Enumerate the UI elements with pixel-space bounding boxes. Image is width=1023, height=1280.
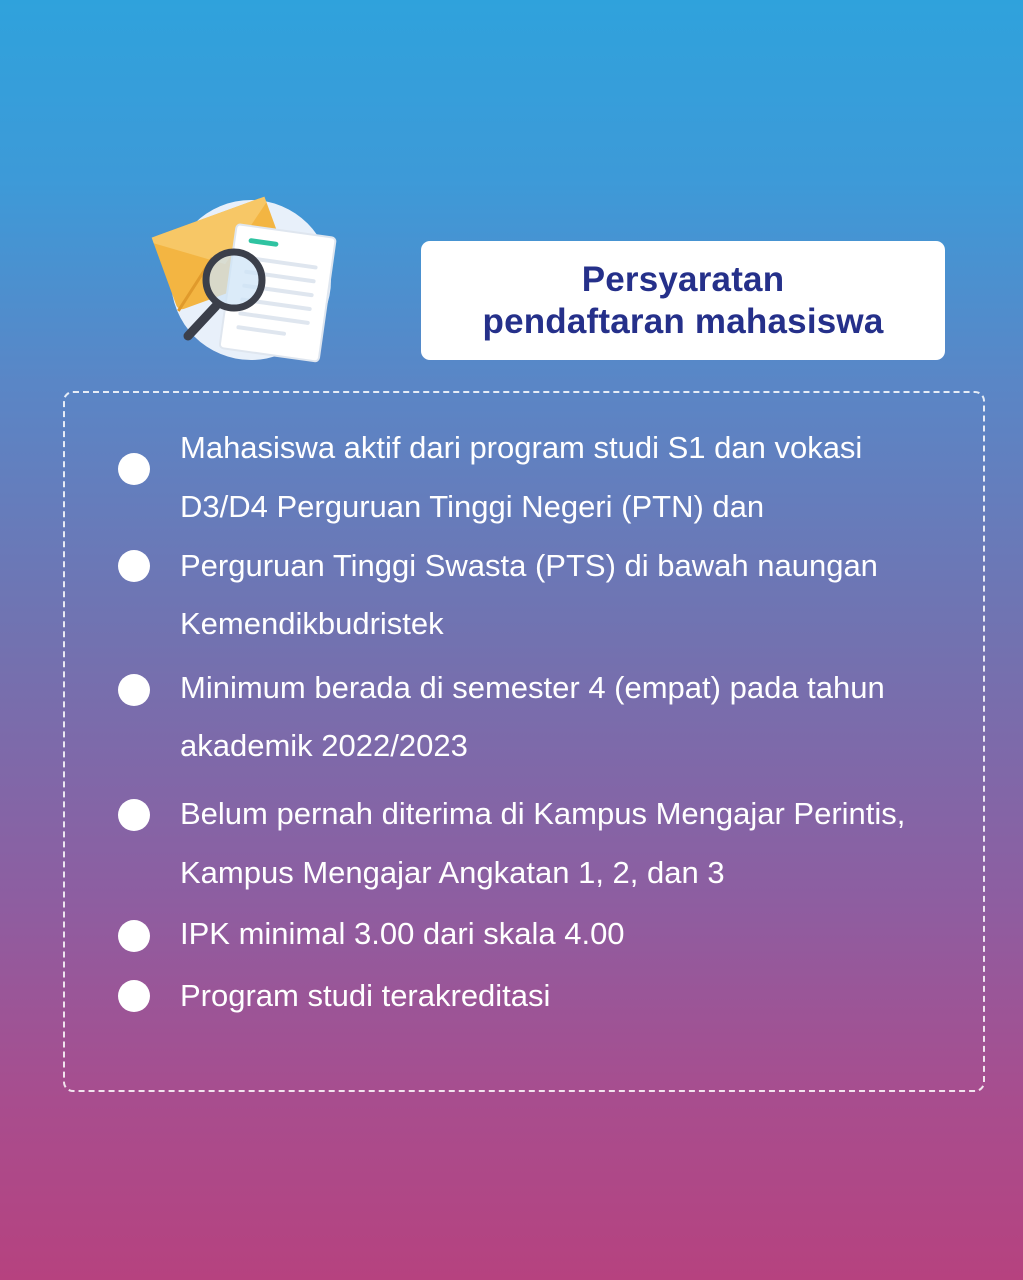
bullet-icon (118, 453, 150, 485)
requirement-text-line: Kampus Mengajar Angkatan 1, 2, dan 3 (180, 855, 725, 890)
requirement-text-line: D3/D4 Perguruan Tinggi Negeri (PTN) dan (180, 489, 765, 524)
requirement-text-line: IPK minimal 3.00 dari skala 4.00 (180, 916, 625, 951)
bullet-icon (118, 550, 150, 582)
requirement-text-line: akademik 2022/2023 (180, 728, 468, 763)
requirement-text-line: Belum pernah diterima di Kampus Mengajar Perintis, (180, 796, 906, 831)
requirement-text-line: Kemendikbudristek (180, 606, 444, 641)
bullet-icon (118, 920, 150, 952)
envelope-document-magnifier-icon (150, 180, 340, 370)
title-card (421, 241, 945, 360)
bullet-icon (118, 674, 150, 706)
requirement-text-line: Minimum berada di semester 4 (empat) pada tahun (180, 670, 885, 705)
requirements-list (63, 391, 985, 1092)
page-title-line-1: Persyaratan (581, 259, 785, 299)
requirement-text-line: Program studi terakreditasi (180, 978, 551, 1013)
bullet-icon (118, 799, 150, 831)
page-title-line-2: pendaftaran mahasiswa (482, 301, 884, 341)
requirement-text-line: Perguruan Tinggi Swasta (PTS) di bawah naungan (180, 548, 878, 583)
requirement-text-line: Mahasiswa aktif dari program studi S1 dan vokasi (180, 430, 863, 465)
bullet-icon (118, 980, 150, 1012)
